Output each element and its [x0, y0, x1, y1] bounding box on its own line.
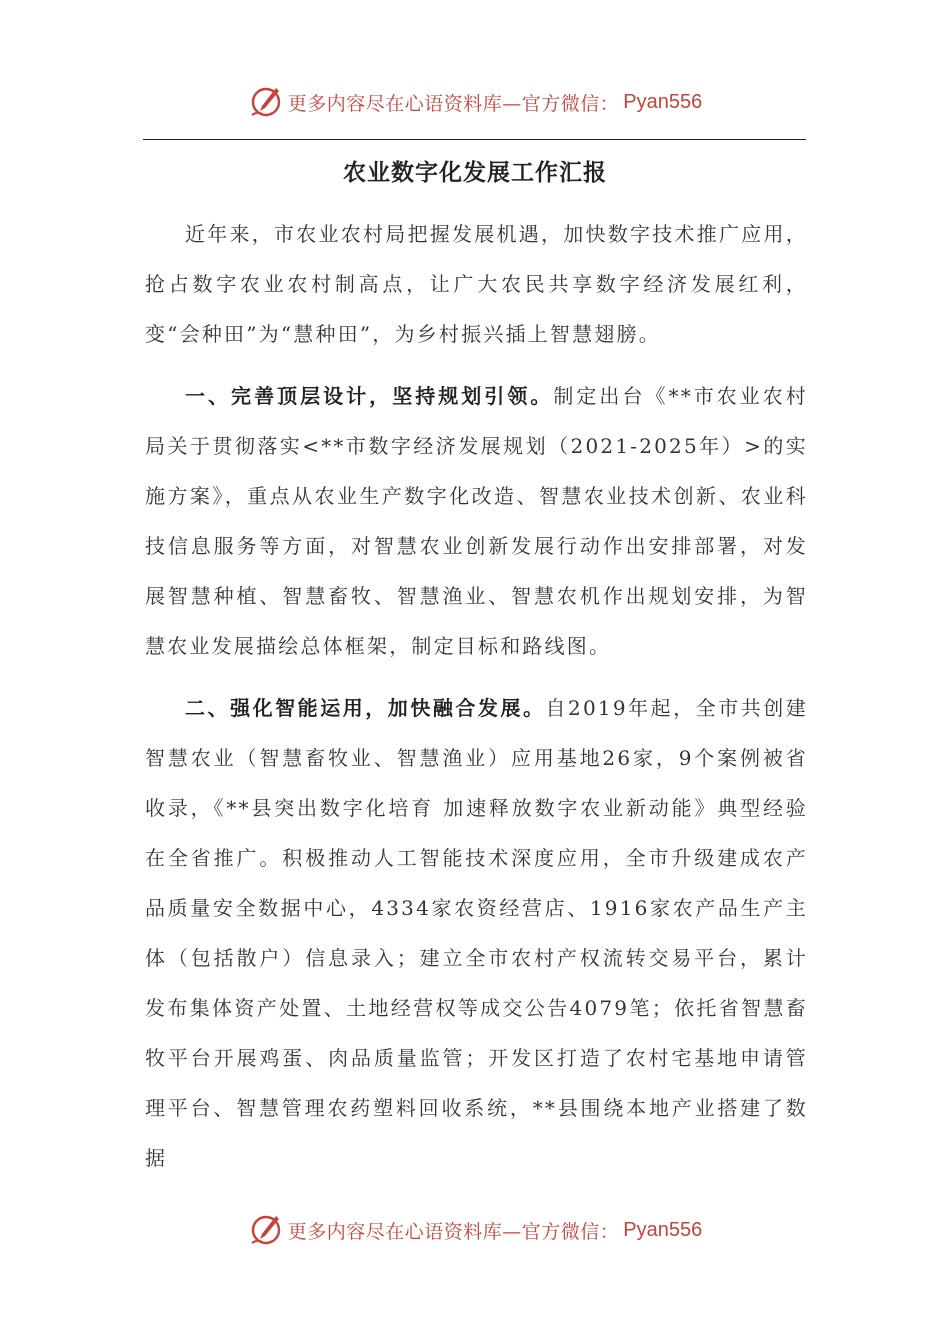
watermark-text: 更多内容尽在心语资料库—官方微信： [287, 92, 620, 115]
quill-pen-logo-icon [248, 1212, 284, 1248]
footer-watermark [0, 1210, 950, 1250]
header-divider [143, 139, 806, 140]
section-2-heading: 二、强化智能运用，加快融合发展。 [185, 696, 546, 720]
paragraph-section-1 [145, 371, 808, 671]
quill-pen-logo-icon [248, 84, 284, 120]
document-body [145, 209, 808, 1195]
paragraph-intro [145, 209, 808, 359]
paragraph-body: 自2019年起，全市共创建智慧农业（智慧畜牧业、智慧渔业）应用基地26家，9个案例被省收录，《**县突出数字化培育 加速释放数字农业新动能》典型经验在全省推广。积极推动人工智能技术深度应用，全市升级建成农产品质量安全数据中心，4334家农资经营店、1916家农产品生产主体（包括散户）信息录入；建立全市农村产权流转交易平台，累计发布集体资产处置、土地经营权等成交公告4079笔；依托省智慧畜牧平台开展鸡蛋、肉品质量监管；开发区打造了农村宅基地申请管理平台、智慧管理农药塑料回收系统，**县围绕本地产业搭建了数据 [145, 696, 809, 1170]
watermark-text: 更多内容尽在心语资料库—官方微信： [287, 1220, 620, 1243]
paragraph-body: 制定出台《**市农业农村局关于贯彻落实<**市数字经济发展规划（2021-2025年）>的实施方案》，重点从农业生产数字化改造、智慧农业技术创新、农业科技信息服务等方面，对智慧农业创新发展行动作出安排部署，对发展智慧种植、智慧畜牧、智慧渔业、智慧农机作出规划安排，为智慧农业发展描绘总体框架，制定目标和路线图。 [145, 384, 809, 658]
section-1-heading: 一、完善顶层设计，坚持规划引领。 [185, 384, 554, 408]
watermark-wechat-id: Pyan556 [623, 1218, 703, 1241]
paragraph-section-2 [145, 683, 808, 1183]
document-title: 农业数字化发展工作汇报 [343, 159, 607, 186]
paragraph-body: 近年来，市农业农村局把握发展机遇，加快数字技术推广应用，抢占数字农业农村制高点，让广大农民共享数字经济发展红利，变“会种田”为“慧种田”，为乡村振兴插上智慧翅膀。 [145, 222, 808, 346]
header-watermark [0, 82, 950, 122]
watermark-wechat-id: Pyan556 [623, 90, 703, 113]
